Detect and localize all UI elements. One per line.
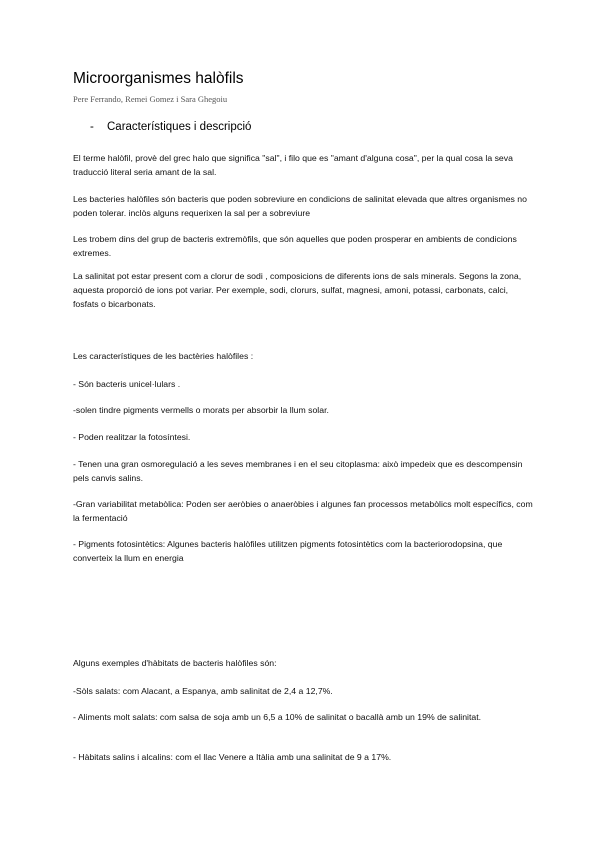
list-item: -solen tindre pigments vermells o morats per absorbir la llum solar.: [73, 405, 329, 415]
paragraph-extremophiles: Les trobem dins del grup de bacteris extremòfils, que són aquelles que poden prosperar en ambients de condicions extremes.: [73, 234, 517, 259]
list-item: - Pigments fotosintètics: Algunes bacteris halòfiles utilitzen pigments fotosintètics com la bacteriorodopsina, que converteix la llum en energia: [73, 539, 503, 564]
habitats-intro: Alguns exemples d'hàbitats de bacteris halòfiles són:: [73, 658, 277, 668]
document-authors: Pere Ferrando, Remei Gomez i Sara Ghegoiu: [73, 94, 228, 104]
list-item: - Aliments molt salats: com salsa de soja amb un 6,5 a 10% de salinitat o bacallà amb un 19% de salinitat.: [73, 712, 482, 722]
list-item: - Són bacteris unicel·lulars .: [73, 379, 181, 389]
list-item: - Tenen una gran osmoregulació a les seves membranes i en el seu citoplasma: això impedeix que es descompensin pels canvis salins.: [73, 459, 523, 484]
list-item: -Sòls salats: com Alacant, a Espanya, amb salinitat de 2,4 a 12,7%.: [73, 686, 333, 696]
paragraph-definition: El terme halòfil, provè del grec halo que significa "sal", i filo que es "amant d'alguna cosa", per la qual cosa la seva traducció literal seria amant de la sal.: [73, 153, 513, 178]
section-bullet: -: [90, 121, 94, 133]
section-heading-text: Característiques i descripció: [107, 121, 252, 133]
section-heading: [90, 121, 251, 133]
document-title: Microorganismes halòfils: [73, 70, 244, 87]
list-item: - Hàbitats salins i alcalins: com el llac Venere a Itàlia amb una salinitat de 9 a 17%.: [73, 752, 392, 762]
list-item: - Poden realitzar la fotosíntesi.: [73, 432, 191, 442]
paragraph-bacteria: Les bacteries halòfiles són bacteris que poden sobreviure en condicions de salinitat elevada que altres organismes no poden tolerar. inclòs alguns requerixen la sal per a sobreviure: [73, 194, 527, 219]
characteristics-intro: Les característiques de les bactèries halòfiles :: [73, 351, 254, 361]
list-item: -Gran variabilitat metabòlica: Poden ser aeròbies o anaeròbies i algunes fan processos metabòlics molt específics, com la fermentació: [73, 499, 533, 524]
paragraph-salinity: La salinitat pot estar present com a clorur de sodi , composicions de diferents ions de sals minerals. Segons la zona, aquesta proporció de ions pot variar. Per exemple, sodi, clorurs, sulfat, magnesi, amoni, potassi, carbonats, calci, fosfats o bicarbonats.: [73, 271, 522, 310]
